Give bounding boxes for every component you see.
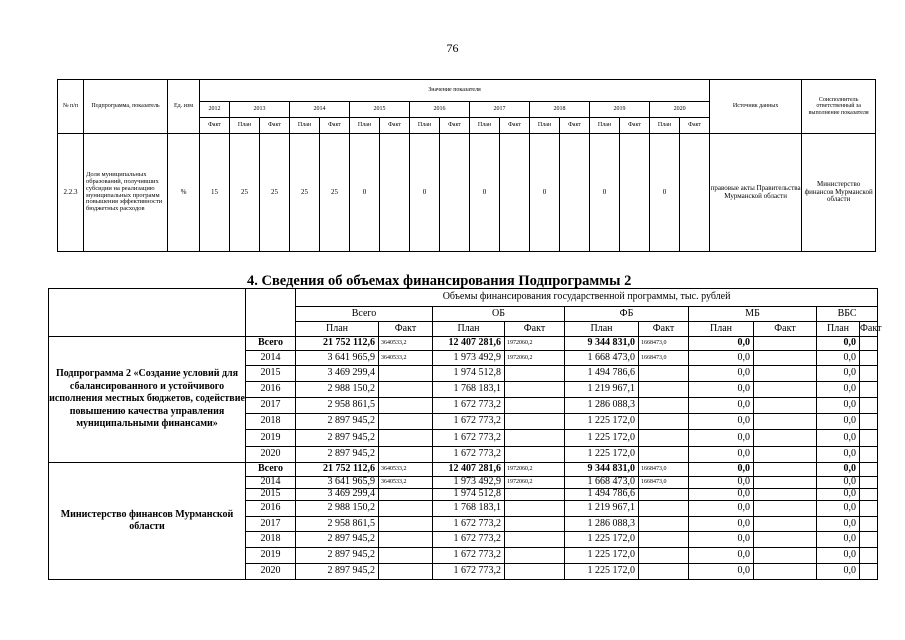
row-value: 25 (290, 134, 320, 252)
cell-vbs-plan: 0,0 (817, 532, 860, 548)
fact-header: Факт (754, 322, 817, 337)
cell-total-fact: 3640533,2 (379, 351, 433, 366)
group-header: МБ (689, 307, 817, 322)
cell-fb-plan: 1 219 967,1 (565, 382, 639, 398)
cell-fb-plan: 1 286 088,3 (565, 398, 639, 414)
cell-total-plan: 2 897 945,2 (296, 548, 379, 564)
cell-ob-plan: 1 672 773,2 (433, 398, 505, 414)
cell-mb-fact (754, 532, 817, 548)
cell-mb-fact (754, 477, 817, 489)
cell-fb-plan: 1 225 172,0 (565, 564, 639, 580)
cell-total-fact (379, 430, 433, 447)
cell-mb-fact (754, 337, 817, 351)
cell-ob-plan: 1 672 773,2 (433, 548, 505, 564)
cell-fb-fact (639, 447, 689, 463)
cell-fb-plan: 1 225 172,0 (565, 430, 639, 447)
header-plan-fact: Факт (440, 118, 470, 134)
table-row (49, 463, 878, 477)
header-values: Значение показателя (200, 80, 710, 102)
cell-total-plan: 2 988 150,2 (296, 382, 379, 398)
cell-mb-plan: 0,0 (689, 564, 754, 580)
cell-total-plan: 2 897 945,2 (296, 430, 379, 447)
cell-ob-plan: 1 672 773,2 (433, 430, 505, 447)
cell-total-plan: 2 897 945,2 (296, 532, 379, 548)
cell-total-fact (379, 489, 433, 501)
header-plan-fact: Факт (500, 118, 530, 134)
cell-mb-plan: 0,0 (689, 489, 754, 501)
cell-mb-plan: 0,0 (689, 337, 754, 351)
cell-fb-fact (639, 398, 689, 414)
cell-total-plan: 2 958 861,5 (296, 517, 379, 532)
cell-mb-plan: 0,0 (689, 430, 754, 447)
cell-total-plan: 3 469 299,4 (296, 366, 379, 382)
header-year-2020: 2020 (650, 102, 710, 118)
cell-ob-fact (505, 489, 565, 501)
cell-ob-fact (505, 517, 565, 532)
cell-total-plan: 3 641 965,9 (296, 477, 379, 489)
page-number: 76 (446, 41, 459, 55)
cell-ob-plan: 1 973 492,9 (433, 351, 505, 366)
header-plan-fact: Факт (320, 118, 350, 134)
cell-total-plan: 2 897 945,2 (296, 447, 379, 463)
cell-total-fact (379, 447, 433, 463)
header-financing: Объемы финансирования государственной программы, тыс. рублей (296, 289, 878, 307)
group-header: ОБ (433, 307, 565, 322)
row-year: 2017 (246, 517, 296, 532)
cell-vbs-plan: 0,0 (817, 337, 860, 351)
cell-mb-plan: 0,0 (689, 517, 754, 532)
row-year: 2017 (246, 398, 296, 414)
cell-ob-plan: 1 974 512,8 (433, 366, 505, 382)
cell-fb-fact (639, 489, 689, 501)
plan-header: План (565, 322, 639, 337)
row-year: 2018 (246, 532, 296, 548)
cell-mb-fact (754, 351, 817, 366)
cell-vbs-plan: 0,0 (817, 398, 860, 414)
row-value: 0 (650, 134, 680, 252)
cell-fb-fact (639, 517, 689, 532)
cell-vbs-fact (860, 337, 878, 351)
header-year-2017: 2017 (470, 102, 530, 118)
row-value (620, 134, 650, 252)
cell-mb-fact (754, 548, 817, 564)
cell-mb-fact (754, 517, 817, 532)
row-value (500, 134, 530, 252)
cell-total-fact: 3640533,2 (379, 337, 433, 351)
row-value: 25 (230, 134, 260, 252)
header-year-2013: 2013 (230, 102, 290, 118)
cell-mb-fact (754, 366, 817, 382)
cell-ob-fact (505, 414, 565, 430)
group-header: ВБС (817, 307, 878, 322)
header-plan-fact: План (350, 118, 380, 134)
row-year: 2020 (246, 564, 296, 580)
cell-total-fact (379, 382, 433, 398)
cell-ob-plan: 1 768 183,1 (433, 382, 505, 398)
cell-ob-plan: 1 672 773,2 (433, 517, 505, 532)
cell-mb-plan: 0,0 (689, 463, 754, 477)
cell-ob-fact: 1972060,2 (505, 351, 565, 366)
cell-ob-fact (505, 447, 565, 463)
row-value (680, 134, 710, 252)
row-year: 2015 (246, 489, 296, 501)
cell-ob-plan: 1 672 773,2 (433, 564, 505, 580)
header-year-2012: 2012 (200, 102, 230, 118)
row-year: Всего (246, 337, 296, 351)
cell-total-plan: 3 641 965,9 (296, 351, 379, 366)
cell-fb-plan: 1 286 088,3 (565, 517, 639, 532)
cell-mb-plan: 0,0 (689, 548, 754, 564)
cell-mb-plan: 0,0 (689, 351, 754, 366)
row-value: 0 (410, 134, 440, 252)
cell-total-plan: 2 958 861,5 (296, 398, 379, 414)
header-year-2018: 2018 (530, 102, 590, 118)
cell-ob-fact (505, 366, 565, 382)
row-value: 0 (590, 134, 620, 252)
plan-header: План (296, 322, 379, 337)
cell-fb-fact (639, 532, 689, 548)
cell-mb-plan: 0,0 (689, 447, 754, 463)
cell-total-fact (379, 548, 433, 564)
cell-mb-fact (754, 463, 817, 477)
cell-fb-fact (639, 414, 689, 430)
header-year-2019: 2019 (590, 102, 650, 118)
cell-fb-fact: 1668473,0 (639, 463, 689, 477)
cell-mb-plan: 0,0 (689, 414, 754, 430)
row-year: 2019 (246, 548, 296, 564)
row-num: 2.2.3 (58, 134, 84, 252)
cell-fb-fact (639, 366, 689, 382)
cell-vbs-fact (860, 463, 878, 477)
header-program: Подпрограмма, показатель (84, 80, 168, 134)
row-source: правовые акты Правительства Мурманской области (710, 134, 802, 252)
cell-vbs-fact (860, 351, 878, 366)
row-year: 2016 (246, 501, 296, 517)
fact-header: Факт (379, 322, 433, 337)
cell-fb-fact: 1668473,0 (639, 337, 689, 351)
cell-ob-plan: 1 973 492,9 (433, 477, 505, 489)
plan-header: План (689, 322, 754, 337)
cell-vbs-plan: 0,0 (817, 414, 860, 430)
group-header: Всего (296, 307, 433, 322)
row-value (440, 134, 470, 252)
cell-vbs-fact (860, 447, 878, 463)
cell-fb-fact: 1668473,0 (639, 351, 689, 366)
cell-mb-plan: 0,0 (689, 477, 754, 489)
cell-vbs-plan: 0,0 (817, 447, 860, 463)
cell-total-fact (379, 398, 433, 414)
row-value: 0 (470, 134, 500, 252)
cell-ob-plan: 1 768 183,1 (433, 501, 505, 517)
row-year: 2014 (246, 477, 296, 489)
cell-fb-fact (639, 430, 689, 447)
cell-fb-plan: 1 225 172,0 (565, 414, 639, 430)
cell-vbs-fact (860, 366, 878, 382)
cell-vbs-fact (860, 430, 878, 447)
cell-mb-plan: 0,0 (689, 382, 754, 398)
cell-vbs-fact (860, 382, 878, 398)
header-plan-fact: План (410, 118, 440, 134)
row-year: 2020 (246, 447, 296, 463)
cell-total-plan: 21 752 112,6 (296, 463, 379, 477)
plan-header: План (433, 322, 505, 337)
cell-mb-fact (754, 447, 817, 463)
cell-fb-plan: 1 225 172,0 (565, 447, 639, 463)
indicator-table (57, 79, 876, 252)
row-year: 2018 (246, 414, 296, 430)
row-value: 25 (260, 134, 290, 252)
header-plan-fact: План (470, 118, 500, 134)
header-empty-1 (49, 289, 246, 337)
header-year-2015: 2015 (350, 102, 410, 118)
header-plan-fact: Факт (380, 118, 410, 134)
subprogram-title: Министерство финансов Мурманской области (49, 463, 246, 580)
cell-vbs-plan: 0,0 (817, 501, 860, 517)
cell-fb-fact (639, 564, 689, 580)
cell-ob-plan: 1 672 773,2 (433, 447, 505, 463)
cell-vbs-fact (860, 477, 878, 489)
cell-vbs-plan: 0,0 (817, 548, 860, 564)
cell-vbs-fact (860, 398, 878, 414)
cell-mb-fact (754, 430, 817, 447)
cell-vbs-fact (860, 414, 878, 430)
cell-fb-plan: 1 225 172,0 (565, 548, 639, 564)
cell-fb-plan: 1 668 473,0 (565, 477, 639, 489)
cell-vbs-plan: 0,0 (817, 366, 860, 382)
cell-ob-plan: 12 407 281,6 (433, 463, 505, 477)
cell-vbs-fact (860, 517, 878, 532)
cell-ob-fact (505, 398, 565, 414)
header-plan-fact: Факт (620, 118, 650, 134)
header-plan-fact: План (290, 118, 320, 134)
cell-vbs-plan: 0,0 (817, 489, 860, 501)
cell-total-plan: 2 897 945,2 (296, 414, 379, 430)
cell-ob-fact (505, 430, 565, 447)
cell-fb-plan: 9 344 831,0 (565, 337, 639, 351)
row-executor: Министерство финансов Мурманской области (802, 134, 876, 252)
header-plan-fact: Факт (200, 118, 230, 134)
cell-vbs-fact (860, 548, 878, 564)
row-value: 0 (530, 134, 560, 252)
cell-fb-fact (639, 501, 689, 517)
cell-ob-fact: 1972060,2 (505, 337, 565, 351)
cell-vbs-fact (860, 501, 878, 517)
header-year-2014: 2014 (290, 102, 350, 118)
cell-total-fact (379, 501, 433, 517)
row-value (560, 134, 590, 252)
cell-mb-fact (754, 398, 817, 414)
cell-vbs-fact (860, 532, 878, 548)
cell-vbs-plan: 0,0 (817, 564, 860, 580)
table-row (49, 337, 878, 351)
row-value: 0 (350, 134, 380, 252)
header-source: Источник данных (710, 80, 802, 134)
cell-fb-plan: 9 344 831,0 (565, 463, 639, 477)
cell-fb-fact (639, 548, 689, 564)
cell-fb-plan: 1 494 786,6 (565, 366, 639, 382)
header-plan-fact: План (590, 118, 620, 134)
fact-header: Факт (505, 322, 565, 337)
cell-ob-plan: 1 672 773,2 (433, 414, 505, 430)
cell-total-plan: 2 988 150,2 (296, 501, 379, 517)
cell-ob-fact: 1972060,2 (505, 463, 565, 477)
cell-total-fact (379, 532, 433, 548)
row-value: 15 (200, 134, 230, 252)
cell-total-fact (379, 517, 433, 532)
fact-header: Факт (639, 322, 689, 337)
header-executor: Соисполнитель ответственный за выполнение показателя (802, 80, 876, 134)
cell-mb-fact (754, 489, 817, 501)
cell-total-plan: 2 897 945,2 (296, 564, 379, 580)
header-empty-2 (246, 289, 296, 337)
cell-vbs-plan: 0,0 (817, 351, 860, 366)
cell-total-fact (379, 366, 433, 382)
financing-table (48, 288, 882, 580)
cell-total-fact: 3640533,2 (379, 477, 433, 489)
cell-total-plan: 3 469 299,4 (296, 489, 379, 501)
cell-ob-plan: 12 407 281,6 (433, 337, 505, 351)
group-header: ФБ (565, 307, 689, 322)
cell-total-plan: 21 752 112,6 (296, 337, 379, 351)
cell-vbs-plan: 0,0 (817, 517, 860, 532)
cell-mb-fact (754, 564, 817, 580)
row-year: 2014 (246, 351, 296, 366)
cell-vbs-fact (860, 489, 878, 501)
cell-ob-fact (505, 501, 565, 517)
header-plan-fact: План (230, 118, 260, 134)
row-year: 2016 (246, 382, 296, 398)
cell-mb-plan: 0,0 (689, 366, 754, 382)
header-plan-fact: План (530, 118, 560, 134)
subprogram-title: Подпрограмма 2 «Создание условий для сбалансированного и устойчивого исполнения местных бюджетов, содействие повышению качества управления муниципальными финансами» (49, 337, 246, 463)
cell-fb-plan: 1 225 172,0 (565, 532, 639, 548)
cell-ob-fact (505, 548, 565, 564)
row-year: 2015 (246, 366, 296, 382)
cell-mb-fact (754, 501, 817, 517)
cell-mb-plan: 0,0 (689, 398, 754, 414)
cell-ob-fact (505, 564, 565, 580)
header-plan-fact: Факт (560, 118, 590, 134)
cell-vbs-plan: 0,0 (817, 430, 860, 447)
row-value (380, 134, 410, 252)
row-unit: % (168, 134, 200, 252)
section-heading: 4. Сведения об объемах финансирования Подпрограммы 2 (247, 273, 632, 289)
cell-fb-fact: 1668473,0 (639, 477, 689, 489)
cell-fb-plan: 1 219 967,1 (565, 501, 639, 517)
header-plan-fact: Факт (680, 118, 710, 134)
cell-ob-fact: 1972060,2 (505, 477, 565, 489)
cell-vbs-fact (860, 564, 878, 580)
cell-ob-plan: 1 672 773,2 (433, 532, 505, 548)
row-value: 25 (320, 134, 350, 252)
cell-mb-plan: 0,0 (689, 532, 754, 548)
cell-mb-plan: 0,0 (689, 501, 754, 517)
cell-total-fact (379, 414, 433, 430)
cell-fb-plan: 1 494 786,6 (565, 489, 639, 501)
header-year-2016: 2016 (410, 102, 470, 118)
row-indicator-name: Доля муниципальных образований, получивших субсидии на реализацию муниципальных программ повышения эффективности бюджетных расходов (84, 134, 168, 252)
plan-header: План (817, 322, 860, 337)
cell-total-fact: 3640533,2 (379, 463, 433, 477)
cell-total-fact (379, 564, 433, 580)
cell-ob-plan: 1 974 512,8 (433, 489, 505, 501)
header-unit: Ед. изм (168, 80, 200, 134)
cell-mb-fact (754, 382, 817, 398)
fact-header: Факт (860, 322, 878, 337)
header-plan-fact: Факт (260, 118, 290, 134)
cell-fb-fact (639, 382, 689, 398)
header-num: № п/п (58, 80, 84, 134)
cell-ob-fact (505, 382, 565, 398)
cell-vbs-plan: 0,0 (817, 477, 860, 489)
cell-vbs-plan: 0,0 (817, 463, 860, 477)
header-plan-fact: План (650, 118, 680, 134)
cell-vbs-plan: 0,0 (817, 382, 860, 398)
cell-fb-plan: 1 668 473,0 (565, 351, 639, 366)
row-year: 2019 (246, 430, 296, 447)
cell-mb-fact (754, 414, 817, 430)
cell-ob-fact (505, 532, 565, 548)
row-year: Всего (246, 463, 296, 477)
